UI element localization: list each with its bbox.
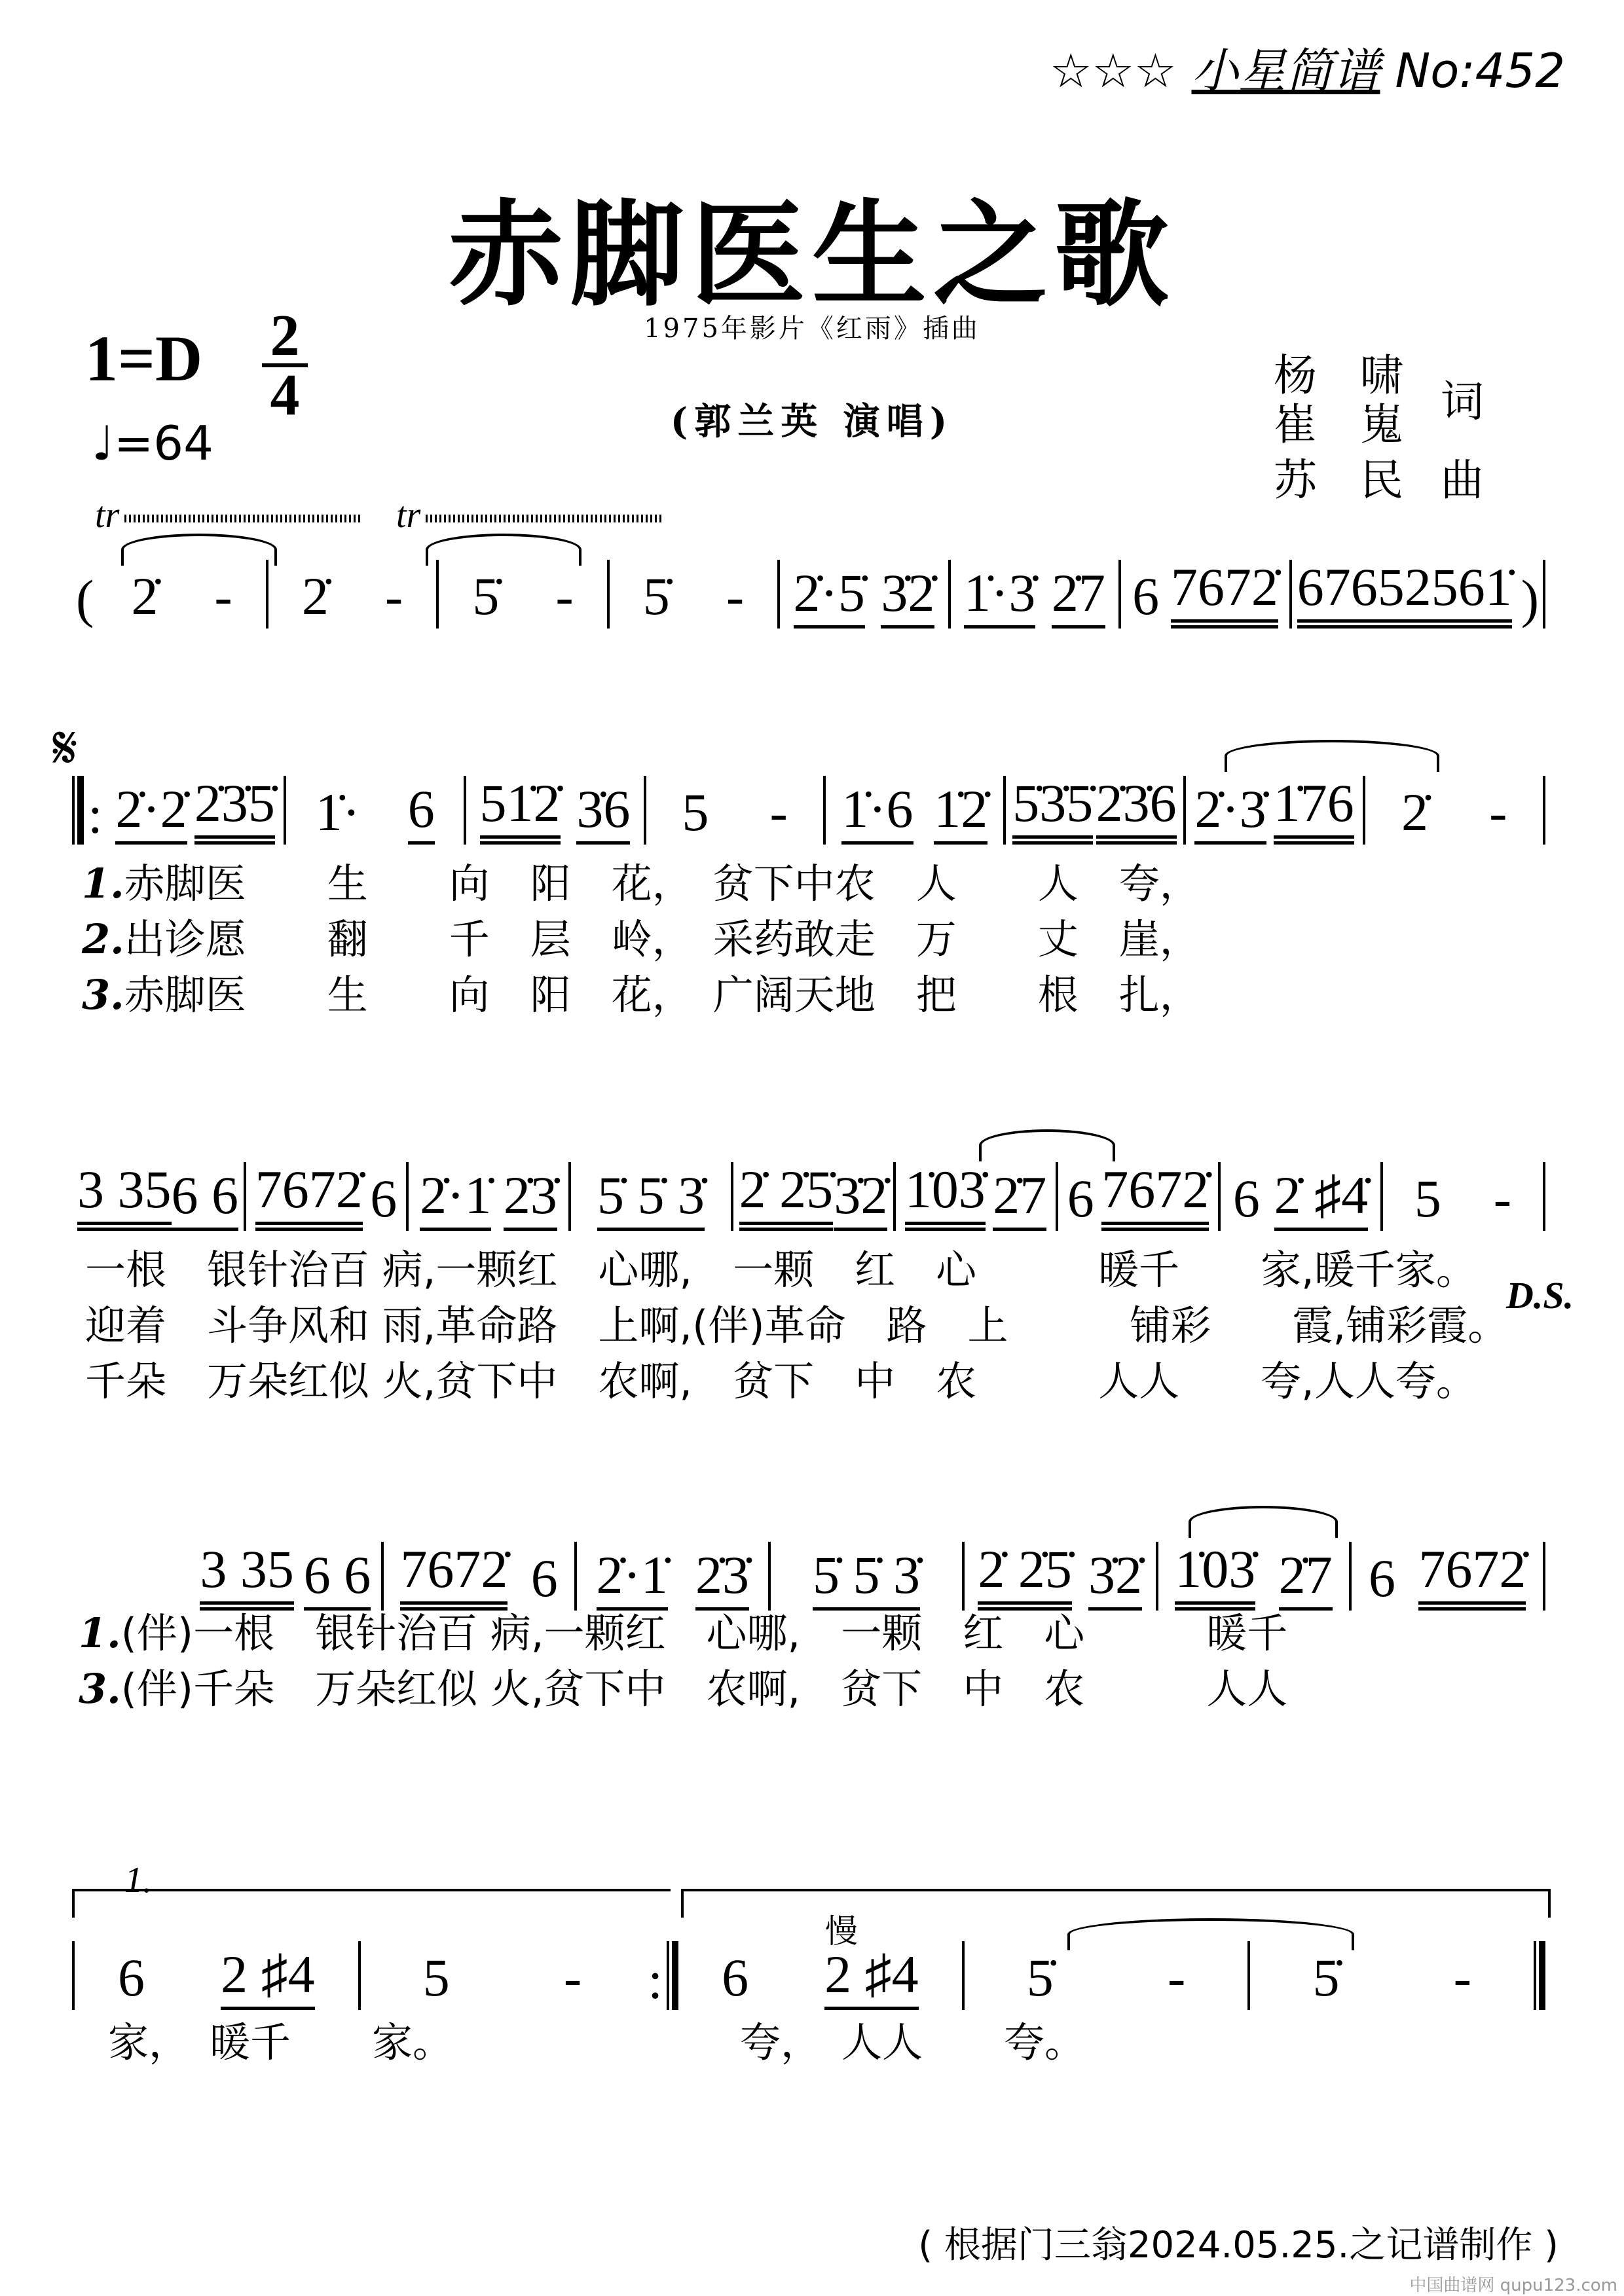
measure <box>75 1945 358 2010</box>
watermark: 中国曲谱网 qupu123.com <box>1409 2276 1617 2295</box>
note-group: 2561̇ <box>1405 558 1512 629</box>
volta-brackets <box>72 1860 1545 1928</box>
barline <box>1543 1162 1545 1231</box>
measure <box>610 567 777 629</box>
time-signature <box>262 303 308 428</box>
note-group: 2 ♯4 <box>824 1945 919 2010</box>
lyric-line <box>79 1601 1287 1659</box>
note-group: - <box>726 566 745 626</box>
note-group: 6 6 <box>304 1546 371 1611</box>
measure <box>384 1540 575 1611</box>
repeat-end-barline <box>667 1941 678 2010</box>
key-signature: 1=D <box>85 322 203 395</box>
note-group: 2̇3̇6 <box>1096 774 1177 845</box>
measure <box>1292 558 1517 629</box>
lyric-ending-first: 家， 暖千 家。 <box>108 2018 454 2066</box>
footer-note: ( 根据门三翁2024.05.25.之记谱制作 ) <box>918 2224 1559 2267</box>
measure <box>1250 1948 1534 2010</box>
measure <box>268 567 436 629</box>
measure <box>1352 1540 1543 1611</box>
note-group: 2̇ ♯4̇ <box>1274 1166 1369 1231</box>
measure <box>409 1166 568 1231</box>
measure <box>72 1160 244 1231</box>
tempo-slow: 慢 <box>825 1912 858 1950</box>
measure <box>466 774 644 845</box>
tempo-marking: ♩=64 <box>92 416 213 471</box>
verse-number: 3. <box>82 971 124 1019</box>
note-group: 6 6 <box>172 1166 239 1231</box>
note-group: 6 <box>408 780 435 845</box>
dal-segno: D.S. <box>1506 1274 1574 1317</box>
lyricist-2: 崔 嵬 <box>1274 399 1403 450</box>
measure <box>826 780 1003 845</box>
measure <box>1158 1540 1350 1611</box>
lyric-text: (伴)千朵 万朵红似 火,贫下中 农啊, 贫下 中 农 人人 <box>120 1665 1288 1713</box>
measure <box>190 1540 381 1611</box>
composer: 苏 民 <box>1274 455 1403 505</box>
first-ending-label: 1. <box>124 1860 152 1901</box>
note-group: 6 <box>1368 1548 1395 1608</box>
note-group: 5̇ <box>642 566 670 626</box>
barline <box>1543 1542 1545 1611</box>
note-group: 6 <box>530 1548 558 1608</box>
measure <box>98 567 265 629</box>
measure <box>1006 774 1183 845</box>
measure <box>733 1160 893 1231</box>
note-group: - <box>563 1948 582 2007</box>
open-paren: ( <box>76 569 94 629</box>
note-group: 5̇ <box>1026 1948 1054 2007</box>
measure <box>1365 783 1543 845</box>
note-group: 51̇2̇ <box>480 774 561 845</box>
note-group: - <box>1167 1948 1186 2007</box>
trill-wave <box>426 515 661 522</box>
lyric-text: 赤脚医 生 向 阳 花， 广阔天地 把 根 扎， <box>124 971 1200 1019</box>
note-group: - <box>769 782 788 842</box>
note-group: 2̇7 <box>993 1166 1046 1231</box>
repeat-dots: : <box>88 785 103 845</box>
note-group: 3̇6 <box>576 780 630 845</box>
note-group: - <box>1493 1169 1512 1228</box>
note-group: 2̇ <box>1401 782 1428 842</box>
lyricist-role: 词 <box>1441 376 1484 427</box>
measure <box>965 1540 1156 1611</box>
time-signature-bottom: 4 <box>270 363 300 428</box>
note-group: 1̇03̇ <box>905 1160 986 1231</box>
note-group: 1̇03̇ <box>1175 1540 1255 1611</box>
measure <box>1058 1160 1218 1231</box>
note-group: 6 <box>1232 1169 1260 1228</box>
lyric-line <box>82 962 1200 1021</box>
system-verse-a <box>72 773 1545 845</box>
note-group: 2̇3̇5̇ <box>194 774 275 845</box>
note-group: 6 <box>722 1948 749 2007</box>
system-ending <box>72 1938 1545 2010</box>
note-group: 5̇ 5̇ 3̇ <box>597 1166 705 1231</box>
note-group: 2̇·5̇ <box>794 564 865 629</box>
lyricist-1: 杨 啸 <box>1274 350 1403 401</box>
verse-number: 1. <box>82 860 124 907</box>
note-group: 3 35 <box>77 1160 172 1231</box>
note-group: 2̇·3̇ <box>1194 780 1266 845</box>
verse-number: 1. <box>79 1609 121 1657</box>
trill-wave <box>124 515 360 522</box>
note-group: 2̇ 2̇5̇ <box>978 1540 1072 1611</box>
repeat-start-barline <box>72 776 84 845</box>
slur <box>979 1129 1115 1161</box>
note-group: 5 <box>1414 1169 1441 1228</box>
lyric-text: 迎着 斗争风和 雨,革命路 上啊,(伴)革命 路 上 铺彩 霞,铺彩霞。 <box>85 1302 1509 1349</box>
note-group: 6 <box>370 1169 397 1228</box>
note-group: 2̇3̇ <box>504 1166 557 1231</box>
measure <box>780 564 948 629</box>
lyric-text: 一根 银针治百 病,一颗红 心哪, 一颗 红 心 暖千 家,暖千家。 <box>85 1246 1477 1294</box>
note-group: 5̇ <box>472 566 500 626</box>
note-group: 6 <box>118 1948 145 2007</box>
barline <box>1543 776 1545 845</box>
note-group: 5 <box>682 782 709 842</box>
note-group: - <box>555 566 574 626</box>
trill-mark: tr <box>95 494 360 536</box>
subtitle: 1975年影片《红雨》插曲 <box>644 314 980 344</box>
slur <box>1225 740 1439 772</box>
note-group: 1̇2̇ <box>934 780 987 845</box>
verse-number: 2. <box>82 915 124 963</box>
measure <box>646 783 824 845</box>
song-title: 赤脚医生之歌 <box>449 188 1175 322</box>
note-group: 2̇ 2̇5̇ <box>739 1160 834 1231</box>
note-group: 5 <box>422 1948 450 2007</box>
system-intro <box>72 556 1545 629</box>
note-group: 7672̇ <box>1418 1540 1526 1611</box>
lyric-text: 赤脚医 生 向 阳 花， 贫下中农 人 人 夸， <box>124 860 1200 907</box>
lyric-line <box>85 1293 1508 1351</box>
note-group: 2 ♯4 <box>221 1945 315 2010</box>
lyric-line <box>79 1656 1287 1715</box>
note-group: 1̇76 <box>1274 774 1354 845</box>
note-group: 2̇·1̇ <box>597 1546 668 1611</box>
note-group: 7672̇ <box>400 1540 507 1611</box>
note-group: 5̇ 5̇ 3̇ <box>813 1546 920 1611</box>
note-group: 7672̇ <box>1101 1160 1209 1231</box>
system-verse-b <box>72 1159 1545 1231</box>
note-group: - <box>1453 1948 1471 2007</box>
measure <box>1383 1169 1543 1231</box>
lyric-text: 出诊愿 翻 千 层 岭， 采药敢走 万 丈 崖， <box>124 915 1200 963</box>
time-signature-top: 2 <box>270 303 300 368</box>
note-group: 2̇·2̇ <box>115 780 187 845</box>
note-group: 1̇· <box>315 782 361 842</box>
note-group: 3̇2̇ <box>881 564 934 629</box>
performer: (郭兰英 演唱) <box>670 400 954 443</box>
measure <box>1221 1166 1380 1231</box>
measure <box>896 1160 1056 1231</box>
lyric-text: 千朵 万朵红似 火,贫下中 农啊, 贫下 中 农 人人 夸,人人夸。 <box>85 1357 1477 1405</box>
measure <box>246 1160 406 1231</box>
note-group: - <box>384 566 403 626</box>
brand-link[interactable]: 小星简谱 <box>1191 43 1380 98</box>
measure <box>571 1166 731 1231</box>
measure <box>107 774 284 845</box>
note-group: 2̇ <box>131 566 158 626</box>
system-chorus <box>190 1539 1545 1611</box>
measure <box>1186 774 1363 845</box>
slur <box>1189 1506 1338 1538</box>
note-group: 5̇3̇5̇ <box>1012 774 1093 845</box>
measure <box>965 1948 1248 2010</box>
note-group: 7672̇ <box>1171 558 1278 629</box>
note-group: 2̇ <box>301 566 329 626</box>
note-group: 6 <box>1132 566 1160 626</box>
note-group: 3 35 <box>200 1540 294 1611</box>
measure <box>286 780 464 845</box>
segno-sign: 𝄋 <box>52 714 78 782</box>
final-barline <box>1534 1941 1545 2010</box>
lyric-line <box>82 851 1200 909</box>
note-group: - <box>1489 782 1507 842</box>
lyric-text: (伴)一根 银针治百 病,一颗红 心哪, 一颗 红 心 暖千 <box>120 1609 1288 1657</box>
second-ending-bracket <box>681 1889 1551 1918</box>
header-line <box>1050 33 1565 101</box>
verse-number: 3. <box>79 1665 121 1713</box>
close-paren: ) <box>1521 569 1540 629</box>
measure <box>951 564 1118 629</box>
note-group: 5̇ <box>1312 1948 1340 2007</box>
lyric-ending-second: 夸， 人人 夸。 <box>740 2018 1086 2066</box>
note-group: 1̇·3̇ <box>964 564 1035 629</box>
lyric-line <box>85 1237 1477 1296</box>
measure <box>678 1945 962 2010</box>
measure <box>1121 558 1289 629</box>
note-group: 7672̇ <box>255 1160 363 1231</box>
note-group: 2̇3̇ <box>695 1546 749 1611</box>
lyric-line <box>82 907 1200 965</box>
measure <box>361 1948 644 2010</box>
note-group: 6 <box>1067 1169 1094 1228</box>
note-group: 1̇·6 <box>841 780 913 845</box>
note-group: 6765 <box>1297 558 1405 629</box>
note-group: 2̇·1̇ <box>420 1166 491 1231</box>
first-ending-bracket <box>72 1889 671 1918</box>
note-group: 3̇2̇ <box>834 1166 887 1231</box>
measure <box>439 567 606 629</box>
note-group: - <box>214 566 232 626</box>
note-group: 2̇7 <box>1052 564 1105 629</box>
trill-mark: tr <box>396 494 661 536</box>
composer-role: 曲 <box>1441 455 1484 505</box>
score-number: No:452 <box>1395 43 1565 98</box>
note-group: 2̇7 <box>1279 1546 1333 1611</box>
note-group: 3̇2̇ <box>1088 1546 1142 1611</box>
rating-stars: ☆☆☆ <box>1049 43 1177 98</box>
repeat-dots: : <box>648 1950 663 2010</box>
lyric-line <box>85 1349 1477 1407</box>
barline <box>1543 560 1545 629</box>
